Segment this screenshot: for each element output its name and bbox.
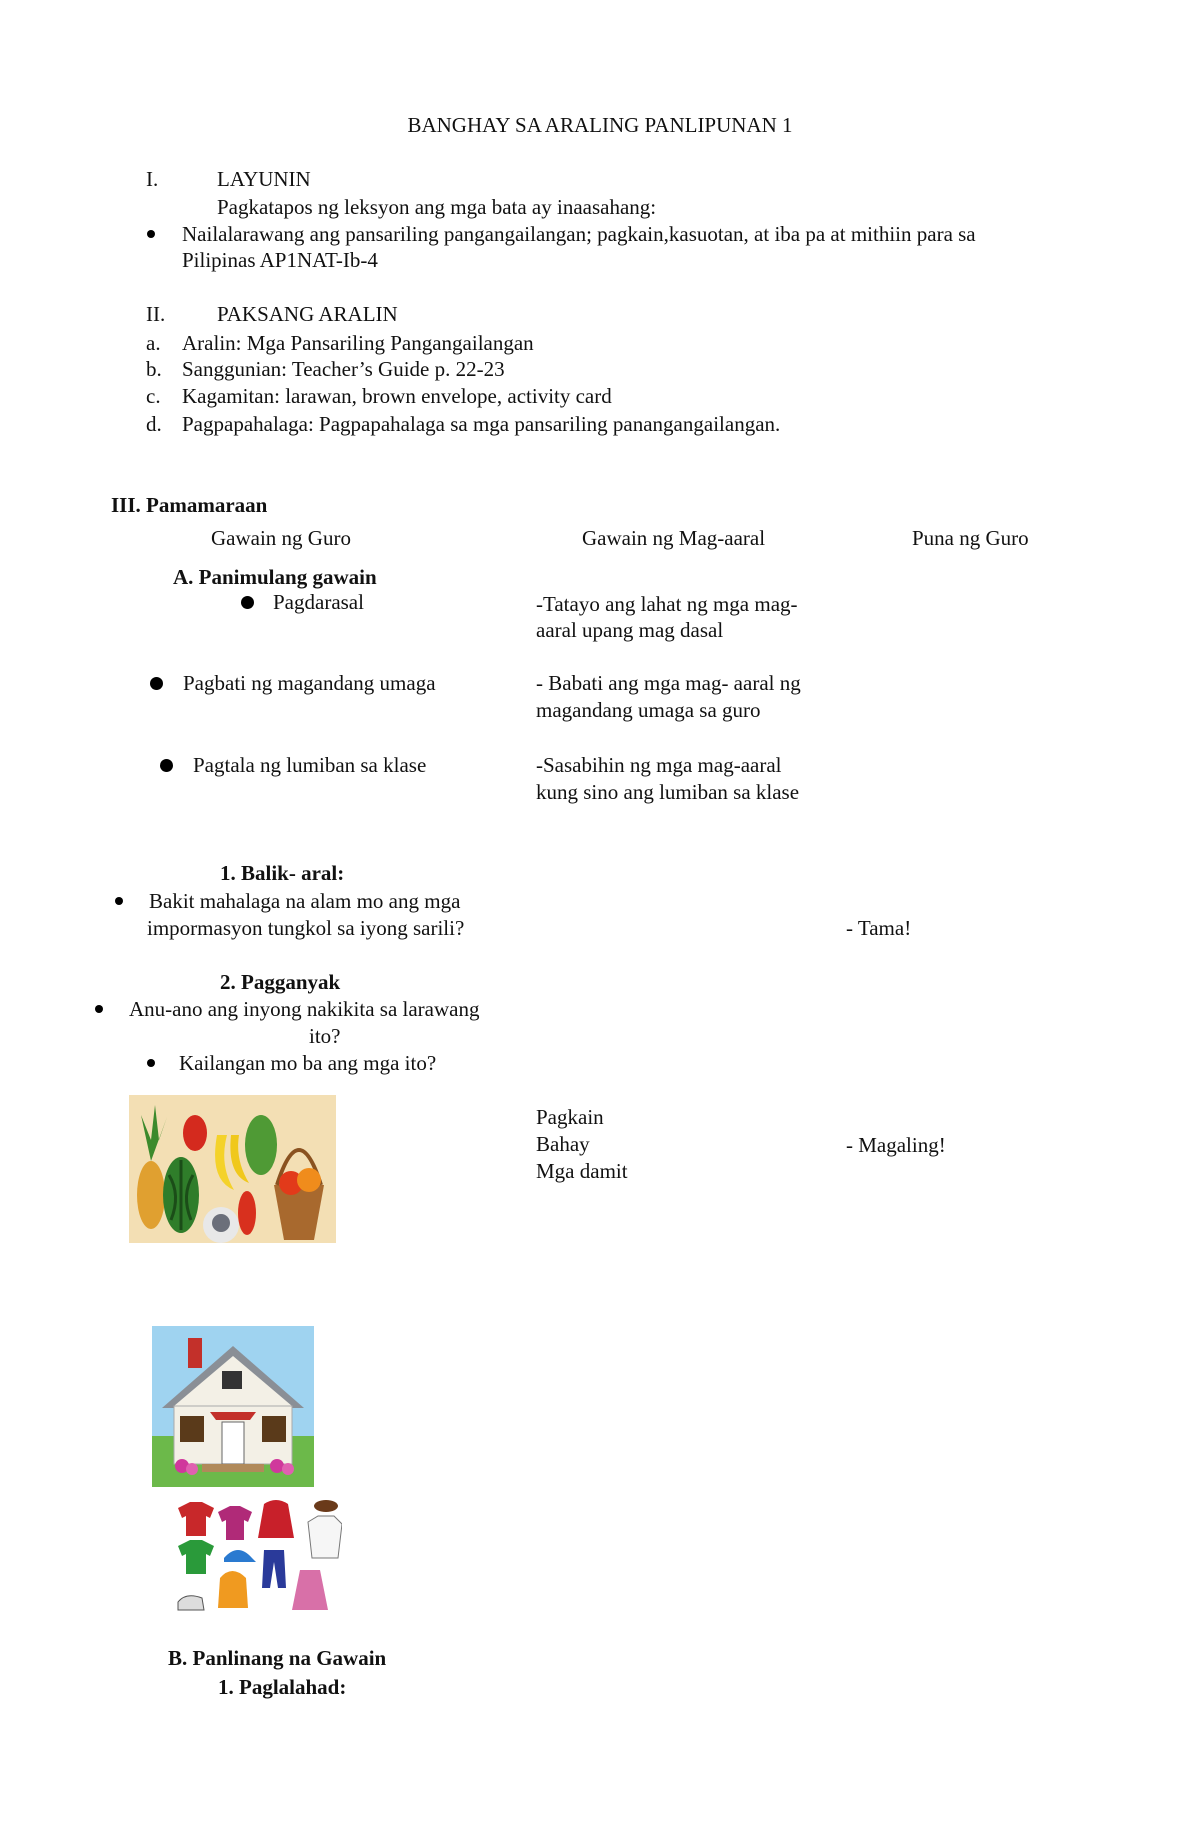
document-title: BANGHAY SA ARALING PANLIPUNAN 1 [407, 113, 793, 137]
teacher-activity: Pagbati ng magandang umaga [183, 671, 436, 695]
part-a-heading: A. Panimulang gawain [173, 565, 377, 589]
list-item: Aralin: Mga Pansariling Pangangailangan [182, 331, 534, 355]
remark-magaling: - Magaling! [846, 1133, 946, 1157]
section3-heading: III. Pamamaraan [111, 493, 268, 517]
list-item: Pagpapahalaga: Pagpapahalaga sa mga pansariling panangangailangan. [182, 412, 781, 436]
bullet-icon [147, 230, 155, 238]
bullet-icon [241, 596, 254, 609]
fruits-vegetables-image [129, 1095, 336, 1243]
student-activity: kung sino ang lumiban sa klase [536, 780, 800, 804]
teacher-activity: Pagdarasal [273, 590, 364, 614]
section1-intro: Pagkatapos ng leksyon ang mga bata ay inaasahang: [217, 195, 657, 219]
list-marker: a. [146, 331, 161, 355]
bullet-icon [95, 1005, 103, 1013]
section1-heading: LAYUNIN [217, 167, 311, 191]
list-item: Sanggunian: Teacher’s Guide p. 22-23 [182, 357, 505, 381]
part-b-heading: B. Panlinang na Gawain [168, 1646, 387, 1670]
pagganyak-heading: 2. Pagganyak [220, 970, 341, 994]
balik-aral-question: Bakit mahalaga na alam mo ang mga [149, 889, 461, 913]
pagganyak-question: Kailangan mo ba ang mga ito? [179, 1051, 437, 1075]
student-activity: - Babati ang mga mag- aaral ng [536, 671, 801, 695]
clothes-image [176, 1498, 342, 1617]
section2-heading: PAKSANG ARALIN [217, 302, 398, 326]
bullet-icon [115, 897, 123, 905]
answer-item: Mga damit [536, 1159, 628, 1183]
house-image [152, 1326, 314, 1487]
column-header-teacher: Gawain ng Guro [211, 526, 351, 550]
list-marker: d. [146, 412, 162, 436]
paglalahad-heading: 1. Paglalahad: [218, 1675, 347, 1699]
objective-line1: Nailalarawang ang pansariling pangangailangan; pagkain,kasuotan, at iba pa at mithiin para sa [182, 222, 976, 246]
balik-aral-heading: 1. Balik- aral: [220, 861, 345, 885]
student-activity: -Sasabihin ng mga mag-aaral [536, 753, 782, 777]
section2-numeral: II. [146, 302, 166, 326]
pagganyak-question: ito? [309, 1024, 341, 1048]
bullet-icon [160, 759, 173, 772]
column-header-remarks: Puna ng Guro [912, 526, 1029, 550]
bullet-icon [150, 677, 163, 690]
answer-item: Pagkain [536, 1105, 604, 1129]
student-activity: aaral upang mag dasal [536, 618, 724, 642]
pagganyak-question: Anu-ano ang inyong nakikita sa larawang [129, 997, 480, 1021]
remark-tama: - Tama! [846, 916, 912, 940]
objective-line2: Pilipinas AP1NAT-Ib-4 [182, 248, 378, 272]
list-item: Kagamitan: larawan, brown envelope, activity card [182, 384, 612, 408]
column-header-student: Gawain ng Mag-aaral [582, 526, 766, 550]
bullet-icon [147, 1059, 155, 1067]
student-activity: -Tatayo ang lahat ng mga mag- [536, 592, 798, 616]
answer-item: Bahay [536, 1132, 590, 1156]
section1-numeral: I. [146, 167, 159, 191]
student-activity: magandang umaga sa guro [536, 698, 761, 722]
list-marker: c. [146, 384, 161, 408]
teacher-activity: Pagtala ng lumiban sa klase [193, 753, 427, 777]
list-marker: b. [146, 357, 162, 381]
balik-aral-question: impormasyon tungkol sa iyong sarili? [147, 916, 465, 940]
